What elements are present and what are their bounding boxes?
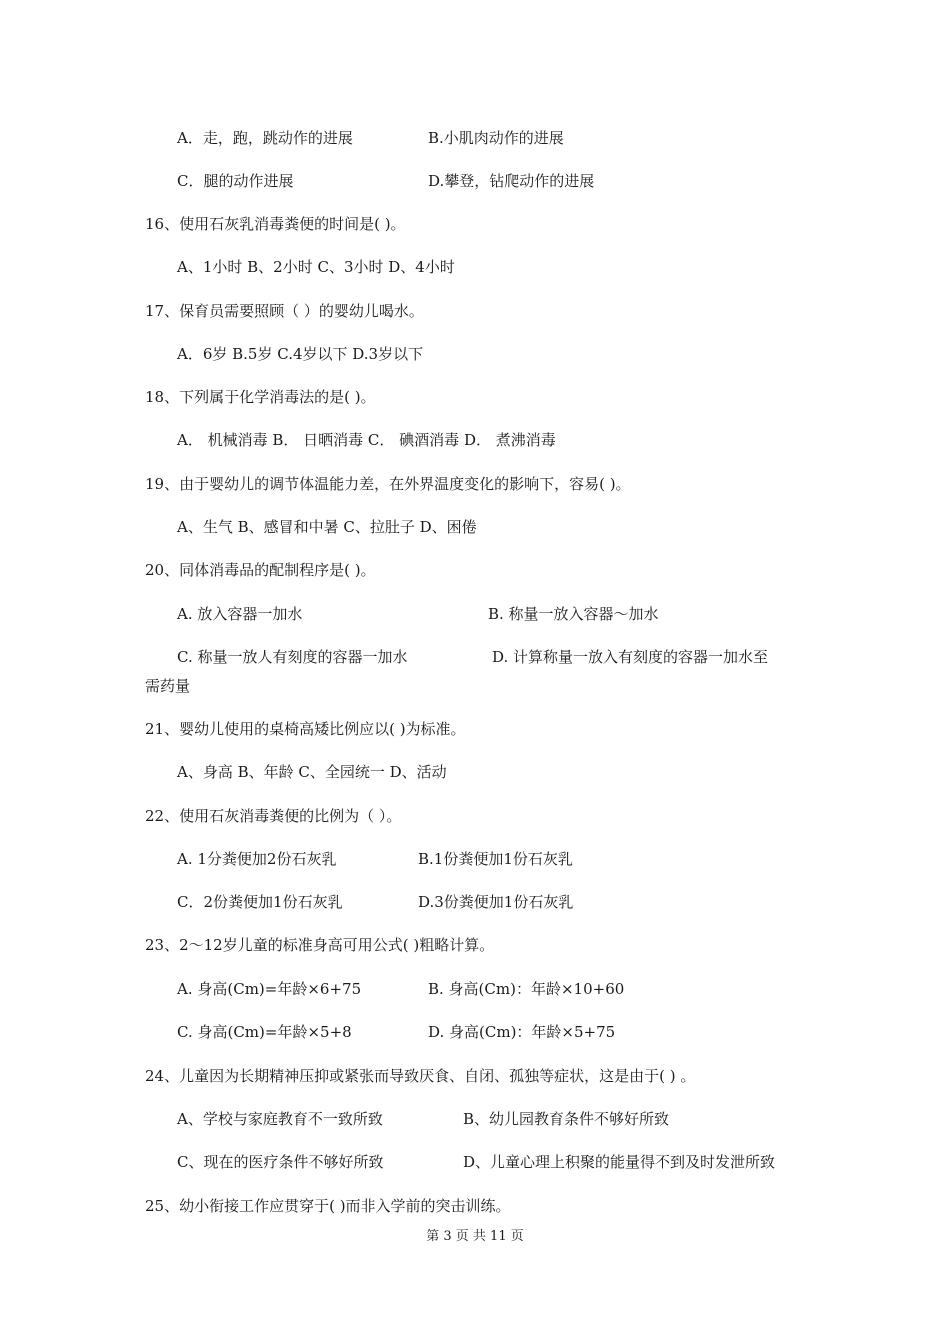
option-22-b: B.1份粪便加1份石灰乳 [418,850,573,868]
option-20-d-continued: 需药量 [145,677,191,695]
question-19: 19、由于婴幼儿的调节体温能力差，在外界温度变化的影响下，容易( )。 [145,475,631,493]
option-22-d: D.3份粪便加1份石灰乳 [418,893,574,911]
question-24: 24、儿童因为长期精神压抑或紧张而导致厌食、自闭、孤独等症状，这是由于( ) 。 [145,1067,696,1085]
option-22-c: C．2份粪便加1份石灰乳 [177,893,343,911]
options-21: A、身高 B、年龄 C、全园统一 D、活动 [177,763,447,781]
option-c: C．腿的动作进展 [177,172,294,190]
option-24-c: C、现在的医疗条件不够好所致 [177,1153,384,1171]
option-23-c: C. 身高(Cm)=年龄×5+8 [177,1023,352,1041]
question-23: 23、2～12岁儿童的标准身高可用公式( )粗略计算。 [145,936,495,954]
question-25: 25、幼小衔接工作应贯穿于( )而非入学前的突击训练。 [145,1197,511,1215]
option-a: A．走，跑，跳动作的进展 [177,129,353,147]
question-20: 20、同体消毒品的配制程序是( )。 [145,561,376,579]
option-20-c: C. 称量一放人有刻度的容器一加水 [177,648,408,666]
options-19: A、生气 B、感冒和中暑 C、拉肚子 D、困倦 [177,518,477,536]
question-17: 17、保育员需要照顾（ ）的婴幼儿喝水。 [145,302,424,320]
option-20-b: B. 称量一放入容器～加水 [488,605,659,623]
option-23-d: D. 身高(Cm)：年龄×5+75 [428,1023,616,1041]
option-23-a: A. 身高(Cm)=年龄×6+75 [177,980,362,998]
option-b: B.小肌肉动作的进展 [428,129,564,147]
question-18: 18、下列属于化学消毒法的是( )。 [145,388,376,406]
question-22: 22、使用石灰消毒粪便的比例为（ ）。 [145,807,402,825]
option-22-a: A. 1分粪便加2份石灰乳 [177,850,337,868]
page-number-footer: 第 3 页 共 11 页 [426,1229,524,1244]
option-24-d: D、儿童心理上积聚的能量得不到及时发泄所致 [463,1153,776,1171]
option-d: D.攀登，钻爬动作的进展 [428,172,595,190]
option-20-a: A. 放入容器一加水 [177,605,303,623]
option-24-b: B、幼儿园教育条件不够好所致 [463,1110,670,1128]
question-21: 21、婴幼儿使用的桌椅高矮比例应以( )为标准。 [145,720,466,738]
options-17: A．6岁 B.5岁 C.4岁以下 D.3岁以下 [177,345,424,363]
question-16: 16、使用石灰乳消毒粪便的时间是( )。 [145,215,406,233]
options-18: A． 机械消毒 B． 日晒消毒 C． 碘酒消毒 D． 煮沸消毒 [177,431,556,449]
option-23-b: B. 身高(Cm)：年龄×10+60 [428,980,625,998]
option-24-a: A、学校与家庭教育不一致所致 [177,1110,383,1128]
option-20-d: D. 计算称量一放入有刻度的容器一加水至 [492,648,769,666]
options-16: A、1小时 B、2小时 C、3小时 D、4小时 [177,258,455,276]
